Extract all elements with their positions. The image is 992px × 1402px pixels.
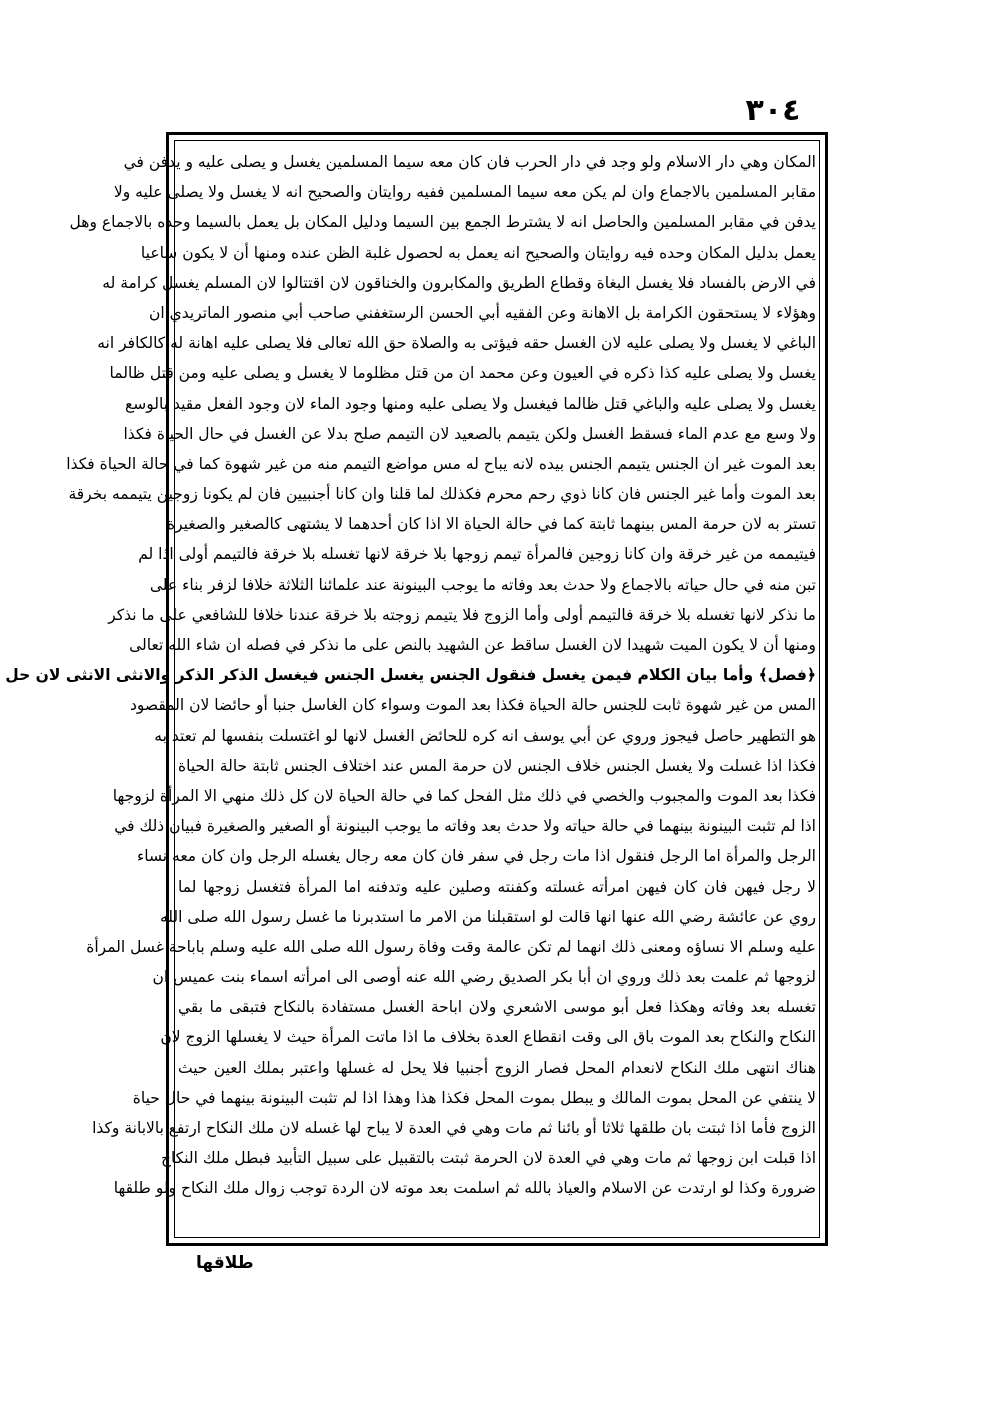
text-line: لزوجها ثم علمت بعد ذلك وروي ان أبا بكر الصديق رضي الله عنه أوصى الى امرأته اسماء بنت عميس ان xyxy=(152,968,816,987)
text-line: هو التطهير حاصل فيجوز وروي عن أبي يوسف انه كره للحائض الغسل لانها لو اغتسلت بنفسها لم تعتد به xyxy=(154,726,816,745)
text-line: بعد الموت غير ان الجنس يتيمم الجنس بيده لانه يباح له مس مواضع التيمم منه من غير شهوة كما في حالة الحياة فكذا xyxy=(66,454,816,473)
page-number: ٣٠٤ xyxy=(745,93,801,128)
text-line: لا رجل فيهن فان كان فيهن امرأته غسلته وكفنته وصلين عليه وتدفنه اما المرأة فتغسل زوجها لما xyxy=(178,877,816,896)
text-line: وهؤلاء لا يستحقون الكرامة بل الاهانة وعن الفقيه أبي الحسن الرستغفني صاحب أبي منصور الماتريدي ان xyxy=(149,303,816,322)
text-line: ولا وسع مع عدم الماء فسقط الغسل ولكن يتيمم بالصعيد لان التيمم صلح بدلا عن الغسل في حال الحياة فكذا xyxy=(123,424,816,443)
catchword: طلاقها xyxy=(196,1253,254,1273)
text-line: الباغي لا يغسل ولا يصلى عليه لان الغسل حقه فيؤتى به والصلاة حق الله تعالى فلا يصلى عليه اهانة له كالكافر انه xyxy=(97,334,816,353)
text-line: النكاح والنكاح بعد الموت باق الى وقت انقطاع العدة بخلاف ما اذا ماتت المرأة حيث لا يغسلها الزوج لان xyxy=(160,1028,816,1047)
section-heading-line: ﴿فصل﴾ وأما بيان الكلام فيمن يغسل فنقول الجنس يغسل الجنس فيغسل الذكر الذكر والانثى الانثى لان حل xyxy=(5,666,816,685)
body-text xyxy=(5,147,816,1235)
text-line: ضرورة وكذا لو ارتدت عن الاسلام والعياذ بالله ثم اسلمت بعد موته لان الردة توجب زوال ملك النكاح ولو طلقها xyxy=(113,1179,816,1198)
text-line: بعد الموت وأما غير الجنس فان كانا ذوي رحم محرم فكذلك لما قلنا وان كانا أجنبيين فان لم يكونا زوجين يتيممه بخرقة xyxy=(68,485,816,504)
text-line: في الارض بالفساد فلا يغسل البغاة وقطاع الطريق والمكابرون والخناقون لان اقتتالوا لان المسلم يغسل كرامة له xyxy=(102,273,816,292)
text-line: يعمل بدليل المكان وحده فيه روايتان والصحيح انه يعمل به لحصول غلبة الظن عنده ومنها أن لا يكون ساعيا xyxy=(140,243,816,262)
text-line: لا ينتفي عن المحل بموت المالك و يبطل بموت المحل فكذا هذا وهذا اذا لم تثبت البينونة بينهما في حال حياة xyxy=(132,1088,816,1107)
text-line: المكان وهي دار الاسلام ولو وجد في دار الحرب فان كان معه سيما المسلمين يغسل و يصلى عليه و يدفن في xyxy=(123,153,816,171)
text-line: تستر به لان حرمة المس بينهما ثابتة كما في حالة الحياة الا اذا كان أحدهما لا يشتهى كالصغير والصغيرة xyxy=(166,515,816,534)
text-line: هناك انتهى ملك النكاح لانعدام المحل فصار الزوج أجنبيا فلا يحل له غسلها واعتبر بملك العين حيث xyxy=(178,1058,816,1077)
text-line: فكذا اذا غسلت ولا يغسل الجنس خلاف الجنس لان حرمة المس عند اختلاف الجنس ثابتة حالة الحياة xyxy=(178,756,816,775)
text-line: ومنها أن لا يكون الميت شهيدا لان الغسل ساقط عن الشهيد بالنص على ما نذكر في فصله ان شاء الله تعالى xyxy=(129,636,816,654)
text-line: تغسله بعد وفاته وهكذا فعل أبو موسى الاشعري ولان اباحة الغسل مستفادة بالنكاح فتبقى ما بقي xyxy=(178,998,816,1017)
text-line: روي عن عائشة رضي الله عنها انها قالت لو استقبلنا من الامر ما استدبرنا ما غسل رسول الله صلى الله xyxy=(159,907,816,926)
text-line: عليه وسلم الا نساؤه ومعنى ذلك انهما لم تكن عالمة وقت وفاة رسول الله صلى الله عليه وسلم باباحة غسل المرأة xyxy=(86,937,816,956)
text-line: فكذا بعد الموت والمجبوب والخصي في ذلك مثل الفحل كما في حالة الحياة لان كل ذلك منهي الا المرأة لزوجها xyxy=(112,786,816,805)
text-line: الرجل والمرأة اما الرجل فنقول اذا مات رجل في سفر فان كان معه رجال يغسله الرجل وان كان معه نساء xyxy=(136,847,816,866)
text-line: يغسل ولا يصلى عليه كذا ذكره في العيون وعن محمد ان من قتل مظلوما لا يغسل و يصلى عليه ومن قتل ظالما xyxy=(109,364,816,383)
text-line: ما نذكر لانها تغسله بلا خرقة فالتيمم أولى وأما الزوج فلا يتيمم زوجته بلا خرقة عندنا خلافا للشافعي على ما نذكر xyxy=(108,605,816,624)
text-line: يغسل ولا يصلى عليه والباغي قتل ظالما فيغسل ولا يصلى عليه ومنها وجود الماء لان وجود الفعل مقيد بالوسع xyxy=(125,394,816,413)
text-line: يدفن في مقابر المسلمين والحاصل انه لا يشترط الجمع بين السيما ودليل المكان بل يعمل بالسيما وحده بالاجماع وهل xyxy=(69,213,816,232)
text-line: مقابر المسلمين بالاجماع وان لم يكن معه سيما المسلمين ففيه روايتان والصحيح انه لا يغسل ولا يصلى عليه ولا xyxy=(113,183,816,202)
text-line: الزوج فأما اذا ثبتت بان طلقها ثلاثا أو بائنا ثم مات وهي في العدة لا يباح لها غسله لان ملك النكاح ارتفع بالابانة وكذا xyxy=(92,1119,816,1137)
text-line: تبن منه في حال حياته بالاجماع ولا حدث بعد وفاته ما يوجب البينونة عند علمائنا الثلاثة خلافا لزفر بناء على xyxy=(149,575,816,594)
text-line: المس من غير شهوة ثابت للجنس حالة الحياة فكذا بعد الموت وسواء كان الغاسل جنبا أو حائضا لان المقصود xyxy=(130,696,816,715)
text-line: اذا لم تثبت البينونة بينهما في حالة حياته ولا حدث بعد وفاته ما يوجب البينونة أو الصغير والصغيرة فبيان ذلك في xyxy=(114,817,816,836)
text-line: اذا قبلت ابن زوجها ثم مات وهي في العدة لان الحرمة ثبتت بالتقبيل على سبيل التأبيد فبطل ملك النكاح xyxy=(160,1149,816,1168)
text-line: فيتيممه من غير خرقة وان كانا زوجين فالمرأة تيمم زوجها بلا خرقة لانها تغسله بلا خرقة فالتيمم أولى اذا لم xyxy=(138,545,816,564)
